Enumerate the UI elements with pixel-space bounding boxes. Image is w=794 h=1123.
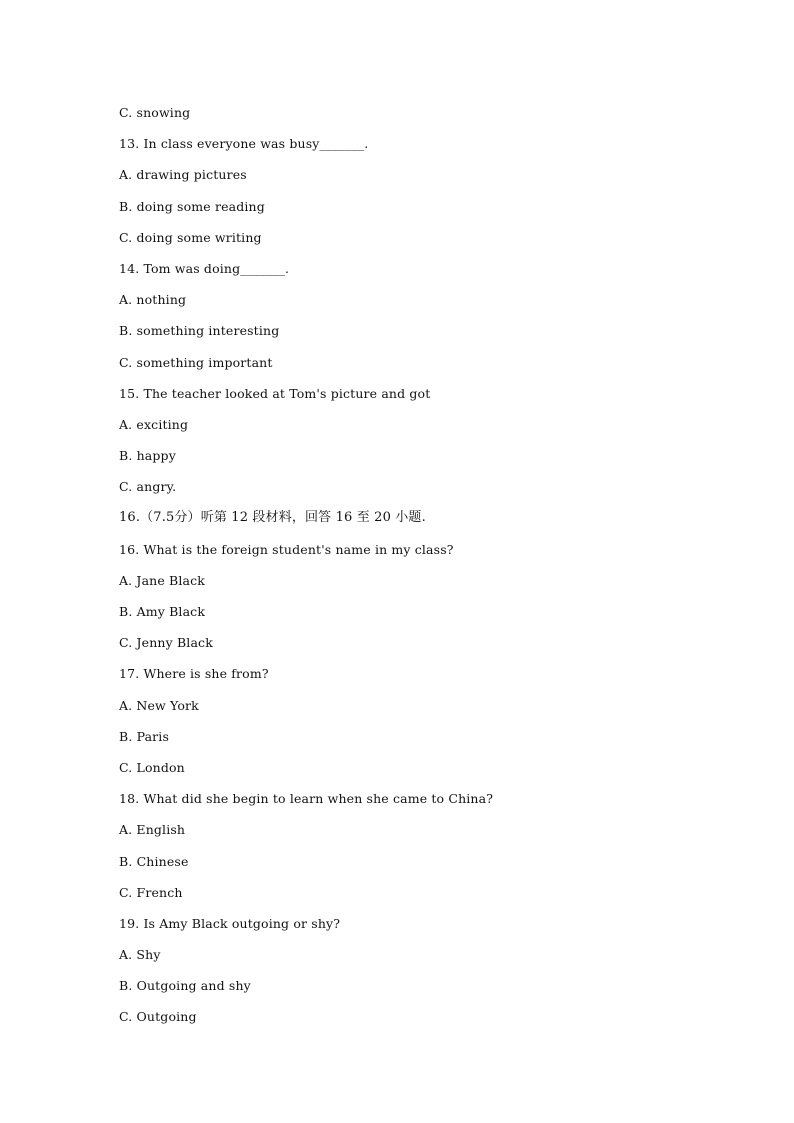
question-16: 16. What is the foreign student's name in my class? (119, 541, 454, 557)
question-19: 19. Is Amy Black outgoing or shy? (119, 915, 341, 931)
option-17a: A. New York (119, 697, 199, 713)
section-heading-16: 16.（7.5分）听第 12 段材料，回答 16 至 20 小题. (119, 510, 426, 526)
option-16c: C. Jenny Black (119, 635, 213, 651)
option-19b: B. Outgoing and shy (119, 978, 251, 994)
option-14a: A. nothing (119, 292, 187, 308)
option-16a: A. Jane Black (119, 572, 206, 588)
option-13b: B. doing some reading (119, 198, 265, 214)
option-15b: B. happy (119, 448, 176, 464)
option-15c: C. angry. (119, 479, 177, 495)
question-17: 17. Where is she from? (119, 666, 269, 682)
option-17c: C. London (119, 759, 185, 775)
option-15a: A. exciting (119, 416, 189, 432)
option-14b: B. something interesting (119, 323, 280, 339)
question-14: 14. Tom was doing_______. (119, 260, 290, 276)
option-18a: A. English (119, 822, 186, 838)
option-13c: C. doing some writing (119, 229, 262, 245)
option-18c: C. French (119, 884, 183, 900)
option-19c: C. Outgoing (119, 1009, 197, 1025)
question-15: 15. The teacher looked at Tom's picture and got (119, 385, 431, 401)
option-13a: A. drawing pictures (119, 167, 247, 183)
question-18: 18. What did she begin to learn when she came to China? (119, 791, 494, 807)
option-16b: B. Amy Black (119, 604, 206, 619)
option-18b: B. Chinese (119, 853, 189, 869)
option-19a: A. Shy (119, 947, 161, 963)
option-17b: B. Paris (119, 728, 170, 744)
question-13: 13. In class everyone was busy_______. (119, 136, 369, 152)
option-14c: C. something important (119, 354, 273, 370)
option-12c: C. snowing (119, 105, 191, 120)
question-text-block (119, 104, 739, 1040)
